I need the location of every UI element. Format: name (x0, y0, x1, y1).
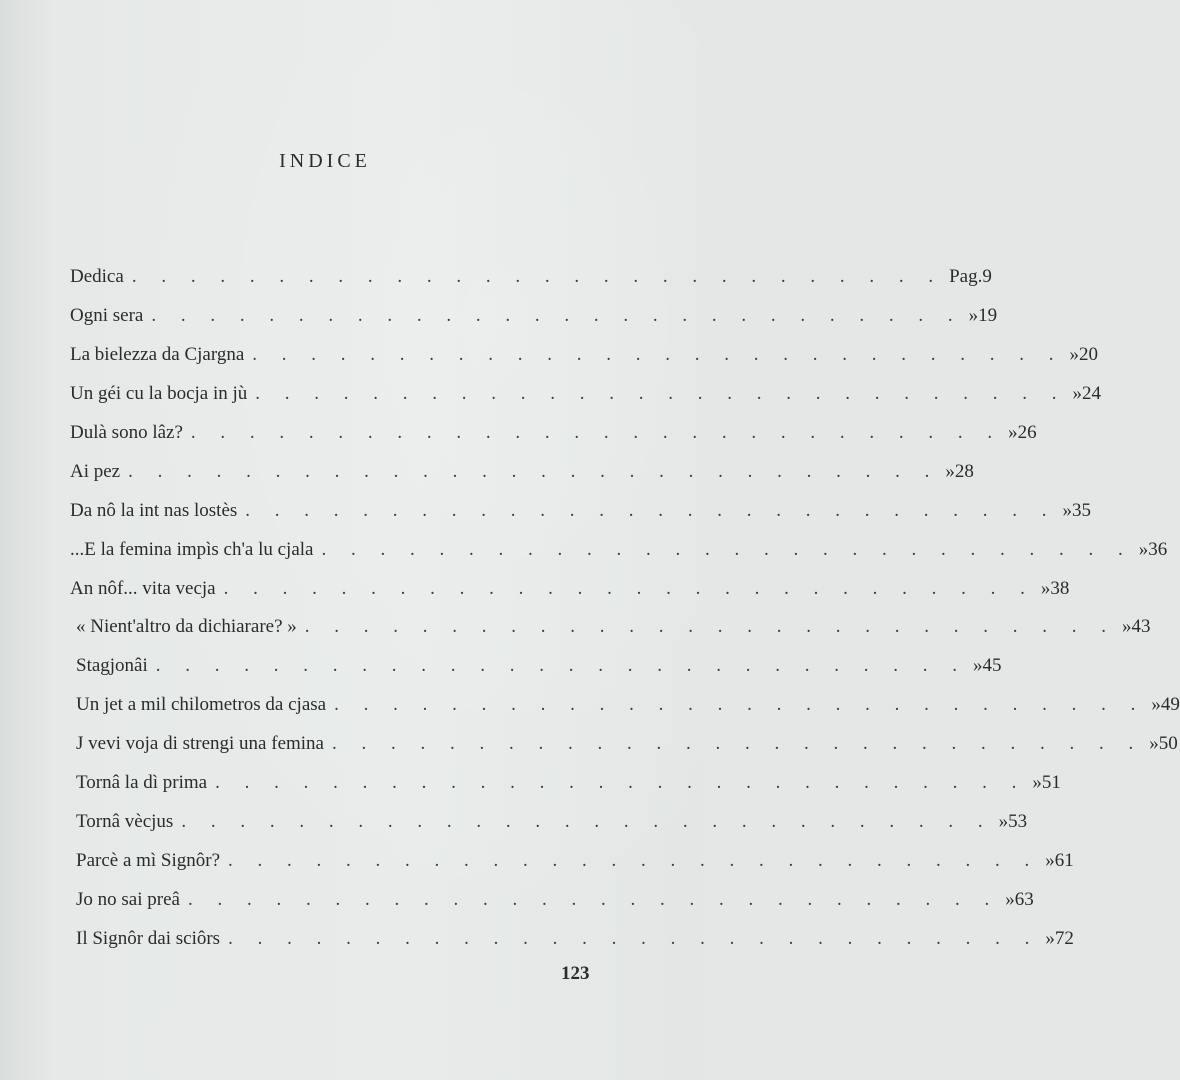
toc-entry (70, 336, 1098, 375)
toc-entry-page: 61 (1054, 849, 1074, 871)
toc-entry (76, 919, 1074, 958)
toc-entry-page: 26 (1017, 422, 1037, 443)
dot-leader: . . . . . . . . . . . . . . . . . . . . . . . . . . . . (252, 344, 1064, 366)
toc-entry-title: Tornâ la dì prima (76, 772, 208, 794)
toc-entry (76, 608, 1151, 647)
toc-entry-page: 50 (1158, 733, 1178, 755)
toc-entry-title: « Nient'altro da dichiarare? » (76, 616, 297, 638)
toc-entry-prefix: » (1149, 733, 1159, 755)
toc-entry-title: Un géi cu la bocja in jù (70, 383, 248, 405)
dot-leader: . . . . . . . . . . . . . . . . . . . . . . . . . . . . (190, 422, 1003, 443)
toc-entry-page: 35 (1072, 499, 1092, 521)
toc-entry (70, 569, 1070, 608)
toc-entry (70, 452, 974, 491)
toc-entry-page: 53 (1008, 810, 1028, 832)
toc-entry-title: Parcè a mì Signôr? (76, 849, 221, 871)
dot-leader: . . . . . . . . . . . . . . . . . . . . . . . . . . . . (151, 305, 963, 327)
toc-entry-page: 20 (1079, 344, 1098, 366)
toc-entry-title: Ai pez (70, 460, 121, 482)
toc-entry (76, 764, 1061, 803)
toc-entry-title: Dedica (70, 266, 124, 288)
toc-entry-title: Stagjonâi (76, 655, 148, 677)
table-of-contents (70, 258, 1180, 958)
toc-entry (70, 530, 1168, 569)
toc-entry-prefix: » (968, 305, 979, 327)
toc-entry (76, 841, 1074, 880)
toc-entry-title: Ogni sera (70, 305, 144, 327)
toc-entry-page: 24 (1082, 383, 1102, 405)
toc-entry (76, 880, 1034, 919)
dot-leader: . . . . . . . . . . . . . . . . . . . . . . . . . . . . (255, 383, 1067, 405)
toc-entry-page: 51 (1041, 772, 1061, 794)
toc-entry-title: An nôf... vita vecja (70, 577, 216, 599)
toc-entry-title: Il Signôr dai sciôrs (76, 927, 221, 949)
toc-entry-page: 36 (1148, 538, 1168, 560)
dot-leader: . . . . . . . . . . . . . . . . . . . . . . . . . . . . (187, 888, 1000, 910)
toc-entry-page: 9 (982, 266, 992, 288)
toc-entry-title: Da nô la int nas lostès (70, 499, 238, 521)
toc-entry-prefix: » (945, 460, 955, 482)
toc-entry-title: Jo no sai preâ (76, 888, 180, 910)
dot-leader: . . . . . . . . . . . . . . . . . . . . . . . . . . . . (228, 927, 1040, 949)
dot-leader: . . . . . . . . . . . . . . . . . . . . . . . . . . . . (181, 810, 993, 832)
toc-entry-page: 49 (1160, 694, 1180, 716)
toc-entry (70, 297, 998, 336)
toc-entry (70, 491, 1092, 530)
toc-entry-prefix: » (1040, 577, 1051, 599)
toc-entry-prefix: » (973, 655, 983, 677)
toc-entry-title: La bielezza da Cjargna (70, 344, 245, 366)
toc-entry-prefix: » (1032, 772, 1042, 794)
dot-leader: . . . . . . . . . . . . . . . . . . . . . . . . . . . . (304, 616, 1117, 638)
toc-entry-prefix: » (1138, 538, 1149, 560)
toc-entry (76, 647, 1002, 686)
toc-entry-prefix: » (1008, 422, 1018, 443)
toc-entry-page: 43 (1131, 616, 1151, 638)
toc-entry-prefix: » (1045, 927, 1055, 949)
dot-leader: . . . . . . . . . . . . . . . . . . . . . . . . . . . . (334, 694, 1146, 716)
toc-entry (76, 802, 1028, 841)
toc-entry-prefix: » (1151, 694, 1161, 716)
toc-entry-prefix: Pag. (949, 266, 983, 288)
toc-entry-prefix: » (998, 810, 1009, 832)
toc-entry (70, 258, 992, 297)
toc-entry-prefix: » (1062, 499, 1073, 521)
dot-leader: . . . . . . . . . . . . . . . . . . . . . . . . . . . . (128, 460, 940, 482)
toc-entry-prefix: » (1072, 383, 1083, 405)
toc-entry-page: 63 (1014, 888, 1034, 910)
index-heading: INDICE (279, 150, 371, 172)
dot-leader: . . . . . . . . . . . . . . . . . . . . . . . . . . . . (321, 538, 1133, 560)
toc-entry-title: J vevi voja di strengi una femina (76, 733, 324, 755)
toc-entry-title: ...E la femina impìs ch'a lu cjala (70, 538, 314, 560)
toc-entry-prefix: » (1069, 344, 1079, 366)
toc-entry-title: Dulà sono lâz? (70, 422, 183, 443)
dot-leader: . . . . . . . . . . . . . . . . . . . . . . . . . . . . (245, 499, 1057, 521)
dot-leader: . . . . . . . . . . . . . . . . . . . . . . . . . . . . (223, 577, 1035, 599)
dot-leader: . . . . . . . . . . . . . . . . . . . . . . . . . . . . (155, 655, 968, 677)
toc-entry-prefix: » (1045, 849, 1055, 871)
toc-entry-prefix: » (1122, 616, 1132, 638)
toc-entry-title: Tornâ vècjus (76, 810, 174, 832)
page-number: 123 (561, 963, 590, 984)
toc-entry-title: Un jet a mil chilometros da cjasa (76, 694, 327, 716)
dot-leader: . . . . . . . . . . . . . . . . . . . . . . . . . . . . (228, 849, 1040, 871)
dot-leader: . . . . . . . . . . . . . . . . . . . . . . . . . . . . (332, 733, 1144, 755)
toc-entry-page: 28 (954, 460, 974, 482)
toc-entry (70, 414, 1037, 453)
toc-entry-page: 45 (982, 655, 1002, 677)
toc-entry-page: 38 (1050, 577, 1070, 599)
toc-entry (70, 375, 1102, 414)
toc-entry-page: 72 (1054, 927, 1074, 949)
toc-entry (76, 725, 1178, 764)
toc-entry (76, 686, 1180, 725)
dot-leader: . . . . . . . . . . . . . . . . . . . . . . . . . . . . (131, 266, 944, 288)
toc-entry-page: 19 (978, 305, 998, 327)
dot-leader: . . . . . . . . . . . . . . . . . . . . . . . . . . . . (215, 772, 1027, 794)
toc-entry-prefix: » (1005, 888, 1015, 910)
